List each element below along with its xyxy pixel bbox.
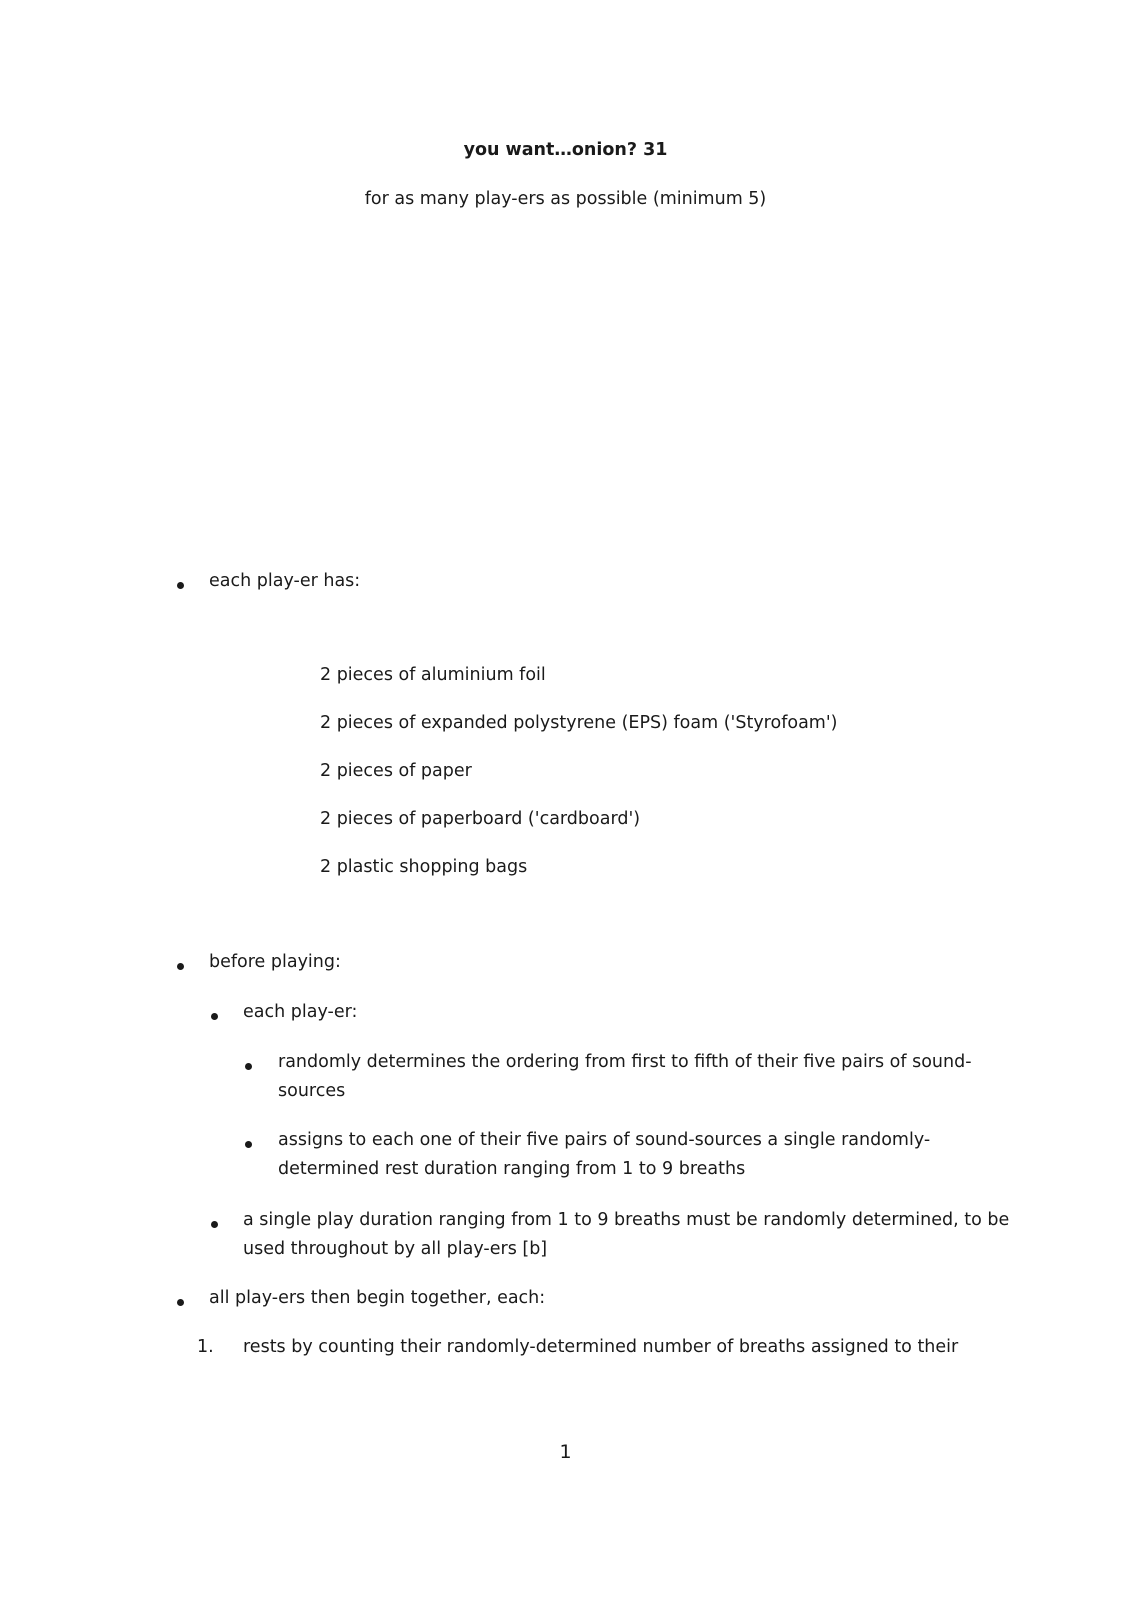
list-item-line: assigns to each one of their five pairs of sound-sources a single randomly- [278,1130,931,1150]
list-item: each play-er has: [209,571,361,591]
material-item: 2 plastic shopping bags [320,857,528,877]
page-title: you want…onion? 31 [463,140,668,160]
list-item-line: sources [278,1081,346,1101]
material-item: 2 pieces of paperboard ('cardboard') [320,809,641,829]
list-item: all play-ers then begin together, each: [209,1288,546,1308]
bullet-icon [211,1013,218,1020]
list-item-line: randomly determines the ordering from first to fifth of their five pairs of sound- [278,1052,972,1072]
bullet-icon [177,582,184,589]
list-item-line: used throughout by all play-ers [b] [243,1239,548,1259]
bullet-icon [211,1221,218,1228]
list-item-line: determined rest duration ranging from 1 to 9 breaths [278,1159,746,1179]
material-item: 2 pieces of aluminium foil [320,665,546,685]
page-number: 1 [559,1441,572,1463]
list-item: before playing: [209,952,341,972]
step-number: 1. [197,1337,214,1357]
material-item: 2 pieces of paper [320,761,472,781]
bullet-icon [245,1141,252,1148]
bullet-icon [177,1299,184,1306]
page-subtitle: for as many play-ers as possible (minimum 5) [364,189,767,209]
bullet-icon [245,1063,252,1070]
material-item: 2 pieces of expanded polystyrene (EPS) foam ('Styrofoam') [320,713,838,733]
list-item-line: a single play duration ranging from 1 to 9 breaths must be randomly determined, to be [243,1210,1010,1230]
step-text: rests by counting their randomly-determined number of breaths assigned to their [243,1337,959,1357]
bullet-icon [177,963,184,970]
list-item: each play-er: [243,1002,358,1022]
